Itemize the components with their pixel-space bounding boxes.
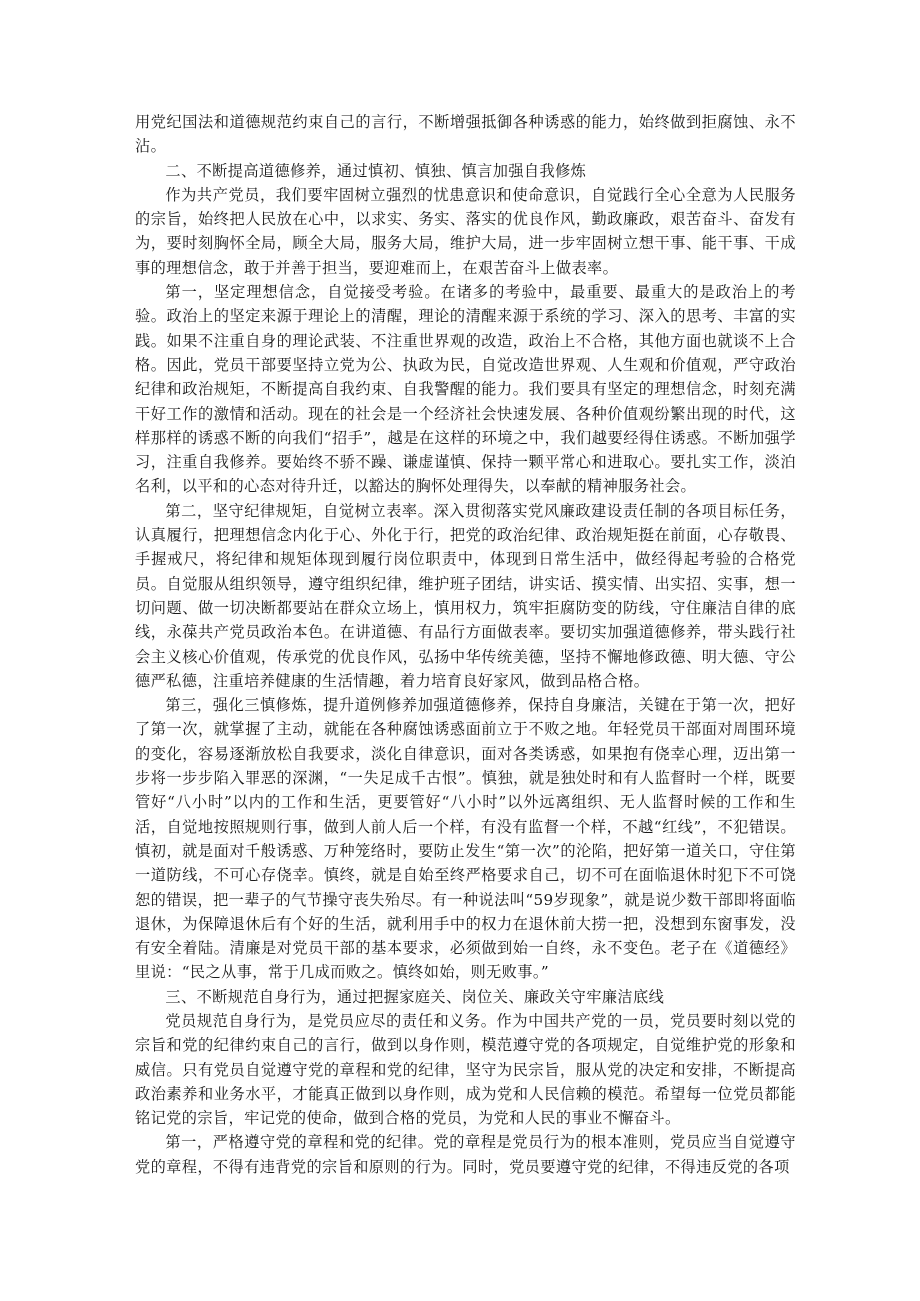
- paragraph: 第一，坚定理想信念，自觉接受考验。在诸多的考验中，最重要、最重大的是政治上的考验。政治上的坚定来源于理论上的清醒，理论的清醒来源于系统的学习、深入的思考、丰富的实践。如果不注重自身的理论武装、不注重世界观的改造，政治上不合格，其他方面也就谈不上合格。因此，党员干部要坚持立党为公、执政为民，自觉改造世界观、人生观和价值观，严守政治纪律和政治规矩，不断提高自我约束、自我警醒的能力。我们要具有坚定的理想信念，时刻充满干好工作的激情和活动。现在的社会是一个经济社会快速发展、各种价值观纷繁出现的时代，这样那样的诱惑不断的向我们“招手”，越是在这样的环境之中，我们越要经得住诱惑。不断加强学习，注重自我修养。要始终不骄不躁、谦虚谨慎、保持一颗平常心和进取心。要扎实工作，淡泊名利，以平和的心态对待升迁，以豁达的胸怀处理得失，以奉献的精神服务社会。: [135, 283, 796, 496]
- section-heading-3: 三、不断规范自身行为，通过把握家庭关、岗位关、廉政关守牢廉洁底线: [165, 987, 665, 1006]
- section-heading-2: 二、不断提高道德修养，通过慎初、慎独、慎言加强自我修炼: [165, 161, 587, 180]
- document-page: [135, 110, 796, 1179]
- paragraph-continuation: 用党纪国法和道德规范约束自己的言行，不断增强抵御各种诱惑的能力，始终做到拒腐蚀、永不沾。: [135, 113, 796, 156]
- paragraph: 第三，强化三慎修炼，提升道例修养加强道德修养，保持自身廉洁，关键在于第一次，把好了第一次，就掌握了主动，就能在各种腐蚀诱惑面前立于不败之地。年轻党员干部面对周围环境的变化，容易逐渐放松自我要求，淡化自律意识，面对各类诱惑，如果抱有侥幸心理，迈出第一步将一步步陷入罪恶的深渊，“一失足成千古恨”。慎独，就是独处时和有人监督时一个样，既要管好“八小时”以内的工作和生活，更要管好“八小时”以外远离组织、无人监督时候的工作和生活，自觉地按照规则行事，做到人前人后一个样，有没有监督一个样，不越“红线”，不犯错误。慎初，就是面对千般诱惑、万种笼络时，要防止发生“第一次”的沦陷，把好第一道关口，守住第一道防线，不可心存侥幸。慎终，就是自始至终严格要求自己，切不可在面临退休时犯下不可饶恕的错误，把一辈子的气节操守丧失殆尽。有一种说法叫“59岁现象”，就是说少数干部即将面临退休，为保障退休后有个好的生活，就利用手中的权力在退休前大捞一把，没想到东窗事发，没有安全着陆。清廉是对党员干部的基本要求，必须做到始一自终，永不变色。老子在《道德经》里说：“民之从事，常于几成而败之。慎终如始，则无败事。”: [135, 696, 796, 982]
- paragraph: 第二，坚守纪律规矩，自觉树立表率。深入贯彻落实党风廉政建设责任制的各项目标任务，认真履行，把理想信念内化于心、外化于行，把党的政治纪律、政治规矩挺在前面，心存敬畏、手握戒尺，将纪律和规矩体现到履行岗位职责中，体现到日常生活中，做经得起考验的合格党员。自觉服从组织领导，遵守组织纪律，维护班子团结，讲实话、摸实情、出实招、实事，想一切问题、做一切决断都要站在群众立场上，慎用权力，筑牢拒腐防变的防线，守住廉洁自律的底线，永葆共产党员政治本色。在讲道德、有品行方面做表率。要切实加强道德修养，带头践行社会主义核心价值观，传承党的优良作风，弘扬中华传统美德，坚持不懈地修政德、明大德、守公德严私德，注重培养健康的生活情趣，着力培育良好家风，做到品格合格。: [135, 501, 796, 690]
- paragraph: 党员规范自身行为，是党员应尽的责任和义务。作为中国共产党的一员，党员要时刻以党的宗旨和党的纪律约束自己的言行，做到以身作则，模范遵守党的各项规定，自觉维护党的形象和威信。只有党员自觉遵守党的章程和党的纪律，坚守为民宗旨，服从党的决定和安排，不断提高政治素养和业务水平，才能真正做到以身作则，成为党和人民信赖的模范。希望每一位党员都能铭记党的宗旨，牢记党的使命，做到合格的党员，为党和人民的事业不懈奋斗。: [135, 1011, 796, 1128]
- paragraph: 第一，严格遵守党的章程和党的纪律。党的章程是党员行为的根本准则，党员应当自觉遵守党的章程，不得有违背党的宗旨和原则的行为。同时，党员要遵守党的纪律，不得违反党的各项: [135, 1133, 796, 1176]
- paragraph: 作为共产党员，我们要牢固树立强烈的忧患意识和使命意识，自觉践行全心全意为人民服务的宗旨，始终把人民放在心中，以求实、务实、落实的优良作风，勤政廉政，艰苦奋斗、奋发有为，要时刻胸怀全局，顾全大局，服务大局，维护大局，进一步牢固树立想干事、能干事、干成事的理想信念，敢于并善于担当，要迎难而上，在艰苦奋斗上做表率。: [135, 185, 796, 277]
